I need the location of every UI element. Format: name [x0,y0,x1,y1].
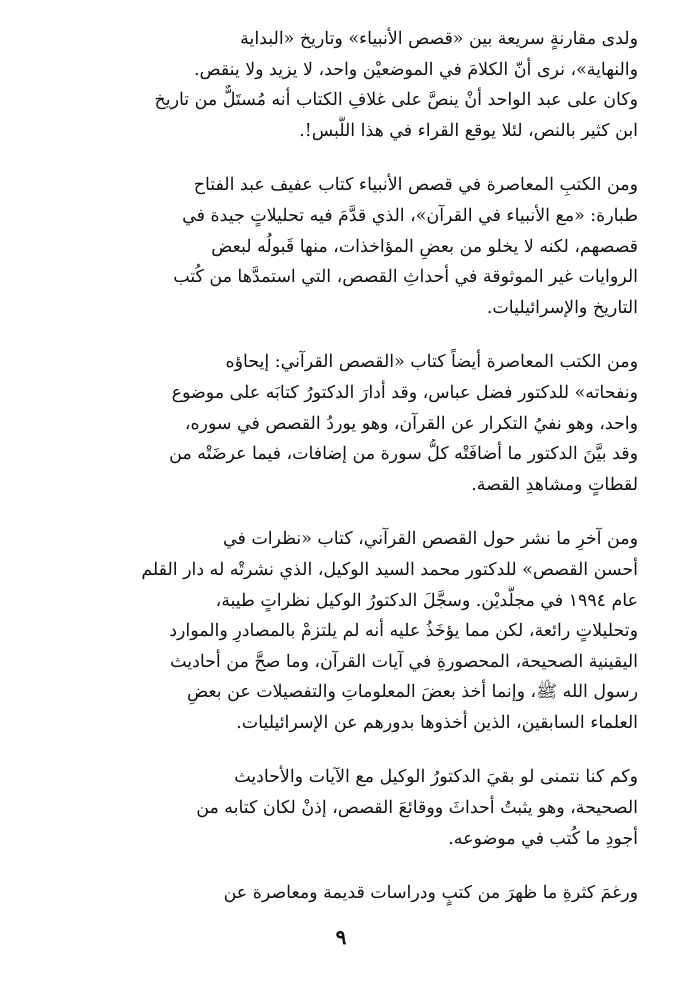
text-line: ومن الكتب المعاصرة أيضاً كتاب «القصص القرآني: إيحاؤه [225,352,638,373]
text-line: أجودِ ما كُتب في موضوعه. [448,828,638,849]
paragraph-2 [72,170,638,323]
text-line: ولدى مقارنةٍ سريعة بين «قصص الأنبياء» وتاريخ «البداية [240,29,638,49]
page-body [72,24,638,933]
text-line: اليقينية الصحيحة، المحصورةِ في آيات القرآن، وما صحَّ من أحاديث [170,651,638,672]
text-line: ونفحاته» للدكتور فضل عباس، وقد أدارَ الدكتورُ كتابَه على موضوع [171,382,638,403]
text-line: واحد، وهو نفيُ التكرار عن القرآن، وهو يوردُ القصص في سوره، [184,413,638,434]
text-line: الصحيحة، وهو يثبتُ أحداثَ ووقائعَ القصص، إذنْ لكان كتابه من [196,798,638,819]
text-line: ومن الكتبِ المعاصرة في قصص الأنبياء كتاب عفيف عبد الفتاح [193,175,638,196]
text-line: عام ١٩٩٤ في مجلَّديْن. وسجَّلَ الدكتورُ الوكيل نظراتٍ طيبة، [215,590,638,611]
text-line: والنهاية»، نرى أنّ الكلامَ في الموضعيْن واحد، لا يزيد ولا ينقص. [193,59,638,80]
text-line: الروايات غير الموثوقة في أحداثِ القصص، التي استمدَّها من كُتب [173,267,638,288]
text-line: أحسن القصص» للدكتور محمد السيد الوكيل، الذي نشرتْه له دار القلم [141,559,638,580]
text-line: رسول الله ﷺ، وإنما أخذ بعضَ المعلوماتِ والتفصيلات عن بعضِ [187,682,638,703]
text-line: ابن كثير بالنص، لئلا يوقع القراء في هذا اللَّبس!. [299,120,638,141]
text-line: التاريخ والإسرائيليات. [486,297,638,318]
paragraph-4 [72,524,638,738]
text-line: ورغمَ كثرةِ ما ظهرَ من كتبٍ ودراسات قديمة ومعاصرة عن [223,883,638,904]
text-line: وكان على عبد الواحد أنْ ينصَّ على غلافِ الكتاب أنه مُستَلٌّ من تاريخ [154,90,638,111]
text-line: العلماء السابقين، الذين أخذوها بدورهم عن الإسرائيليات. [236,712,638,733]
text-line: وقد بيَّنَ الدكتور ما أضافَتْه كلُّ سورة من إضافات، فيما عرضَتْه من [169,444,638,465]
text-line: وكم كنا نتمنى لو بقيَ الدكتورُ الوكيل مع الآيات والأحاديث [234,767,638,788]
text-line: ومن آخرِ ما نشر حول القصص القرآني، كتاب «نظرات في [223,529,638,550]
text-line: طبارة: «مع الأنبياء في القرآن»، الذي قدَّمَ فيه تحليلاتٍ جيدة في [182,205,638,226]
paragraph-1 [72,24,638,146]
text-line: قصصهم، لكنه لا يخلو من بعضِ المؤاخذات، منها قَبولُه لبعض [211,236,638,257]
paragraph-5 [72,762,638,854]
text-line: لقطاتٍ ومشاهدِ القصة. [471,474,638,495]
paragraph-6 [72,878,638,909]
page-number: ٩ [335,925,347,949]
text-line: وتحليلاتٍ رائعة، لكن مما يؤخَذُ عليه أنه لم يلتزمْ بالمصادرِ والموارد [169,621,638,642]
paragraph-3 [72,347,638,500]
